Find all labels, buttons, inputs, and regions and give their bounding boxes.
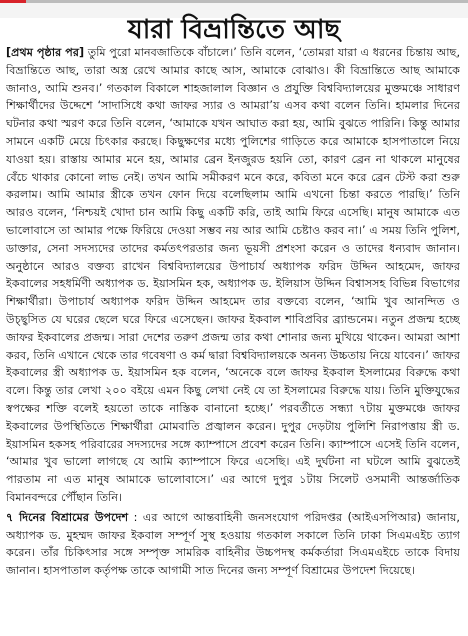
article-headline: যারা বিভ্রান্তিতে আছ — [127, 15, 341, 45]
paragraph-main-text: তুমি পুরো মানবজাতিকে বাঁচালে।’ তিনি বলেন, ‘তোমরা যারা এ ধরনের চিন্তায় আছ, বিভ্রান্তিতে আছ, তারা অস্ত্র রেখে আমার কাছে আস, আমাকে বোঝাও। কী বিভ্রান্তিতে আছ আমাকে জানাও, আমি শুনব।’ গতকাল বিকালে শাহজালাল বিজ্ঞান ও প্রযুক্তি বিশ্ববিদ্যালয়ের মুক্তমঞ্চে সাধারণ শিক্ষার্থীদের উদ্দেশে ‘সাদাসিধে কথা জাফর স্যার ও আমরা’য় এসব কথা বলেন তিনি। হামলার দিনের ঘটনার কথা স্মরণ করে তিনি বলেন, ‘আমাকে যখন আঘাত করা হয়, আমি বুঝতে পারিনি। কিন্তু আমার সামনে একটি মেয়ে চিৎকার করছে। কিছুক্ষণের মধ্যে পুলিশের গাড়িতে করে আমাকে হাসপাতালে নিয়ে যাওয়া হয়। রাস্তায় আমার মনে হয়, আমার ব্রেন ইনজুরড হয়নি তো, কারণ ব্রেন না থাকলে মানুষের বেঁচে থাকার কোনো লাভ নেই। তখন আমি সমীকরণ মনে করে, কবিতা মনে করে ব্রেন টেস্ট করা শুরু করলাম। আমি আমার স্ত্রীকে তখন ফোন দিয়ে বলেছিলাম আমি এখনো চিন্তা করতে পারছি।’ তিনি আরও বলেন, ‘নিশ্চয়ই খোদা চান আমি কিছু একটি করি, তাই আমি ফিরে এসেছি। মানুষ আমাকে এত ভালোবাসে তা আমার পক্ষে ফিরিয়ে দেওয়া সম্ভব নয় আর আমি চেষ্টাও করব না।’ এ সময় তিনি পুলিশ, ডাক্তার, সেনা সদস্যদের তাদের কর্মতৎপরতার জন্য ভূয়সী প্রশংসা করেন ও তাদের ধন্যবাদ জানান। অনুষ্ঠানে আরও বক্তব্য রাখেন বিশ্ববিদ্যালয়ের উপাচার্য অধ্যাপক ফরিদ উদ্দিন আহমেদ, জাফর ইকবালের সহধর্মিণী অধ্যাপক ড. ইয়াসমিন হক, অধ্যাপক ড. ইলিয়াস উদ্দিন বিশ্বাসসহ বিভিন্ন বিভাগের শিক্ষার্থীরা। উপাচার্য অধ্যাপক ফরিদ উদ্দিন আহমেদ তার বক্তব্যে বলেন, ‘আমি খুব আনন্দিত ও উচ্ছ্বসিত যে ঘরের ছেলে ঘরে ফিরে এসেছেন। জাফর ইকবাল শাবিপ্রবির ব্র্যান্ডনেম। নতুন প্রজন্ম হচ্ছে জাফর ইকবালের প্রজন্ম। সারা দেশের তরুণ প্রজন্ম তার কথা শোনার জন্য মুখিয়ে থাকেন। আমরা আশা করব, তিনি এখানে থেকে তার গবেষণা ও কর্ম দ্বারা বিশ্ববিদ্যালয়কে অনন্য উচ্চতায় নিয়ে যাবেন।’ জাফর ইকবালের স্ত্রী অধ্যাপক ড. ইয়াসমিন হক বলেন, ‘অনেকে বলে জাফর ইকবাল ইসলামের বিরুদ্ধে কথা বলে। কিন্তু তার লেখা ২০০ বইয়ে এমন কিছু লেখা নেই যে তা ইসলামের বিরুদ্ধে যায়। তিনি মুক্তিযুদ্ধের স্বপক্ষের শক্তি বলেই হয়তো তাকে নাস্তিক বানানো হচ্ছে।’ পরবর্তীতে সন্ধ্যা ৭টায় মুক্তমঞ্চে জাফর ইকবালের উপস্থিতিতে শিক্ষার্থীরা মোমবাতি প্রজ্বালন করেন। দুপুর দেড়টায় পুলিশি নিরাপত্তায় স্ত্রী ড. ইয়াসমিন হকসহ পরিবারের সদস্যদের সঙ্গে ক্যাম্পাসে প্রবেশ করেন তিনি। ক্যাম্পাসে এসেই তিনি বলেন, ‘আমার খুব ভালো লাগছে যে আমি ক্যাম্পাসে ফিরে এসেছি। এই দুর্ঘটনা না ঘটলে আমি বুঝতেই পারতাম না এত মানুষ আমাকে ভালোবাসে।’ এর আগে দুপুর ১টায় সিলেট ওসমানী আন্তর্জাতিক বিমানবন্দরে পৌঁছান তিনি। — [6, 46, 460, 504]
paragraph-rest-advice-text: : এর আগে আন্তবাহিনী জনসংযোগ পরিদপ্তর (আইএসপিআর) জানায়, অধ্যাপক ড. মুহম্মদ জাফর ইকবাল সম্পূর্ণ সুস্থ হওয়ায় গতকাল সকালে তিনি ঢাকা সিএমএইচ ত্যাগ করেন। তাঁর চিকিৎসার সঙ্গে সম্পৃক্ত সামরিক বাহিনীর উচ্চপদস্থ কর্মকর্তারা সিএমএইচে তাকে বিদায় জানান। হাসপাতাল কর্তৃপক্ষ তাকে আগামী সাত দিনের জন্য সম্পূর্ণ বিশ্রামের উপদেশ দিয়েছে। — [6, 510, 460, 578]
article-body — [6, 44, 460, 632]
subheading-rest-advice: ৭ দিনের বিশ্রামের উপদেশ — [6, 510, 129, 524]
continuation-label: [প্রথম পৃষ্ঠার পর] — [6, 46, 85, 59]
article-paragraph-main — [6, 44, 460, 507]
top-rule-grey-segment — [26, 0, 468, 3]
top-rule-red-segment — [0, 0, 26, 3]
article-paragraph-rest-advice — [6, 509, 460, 580]
